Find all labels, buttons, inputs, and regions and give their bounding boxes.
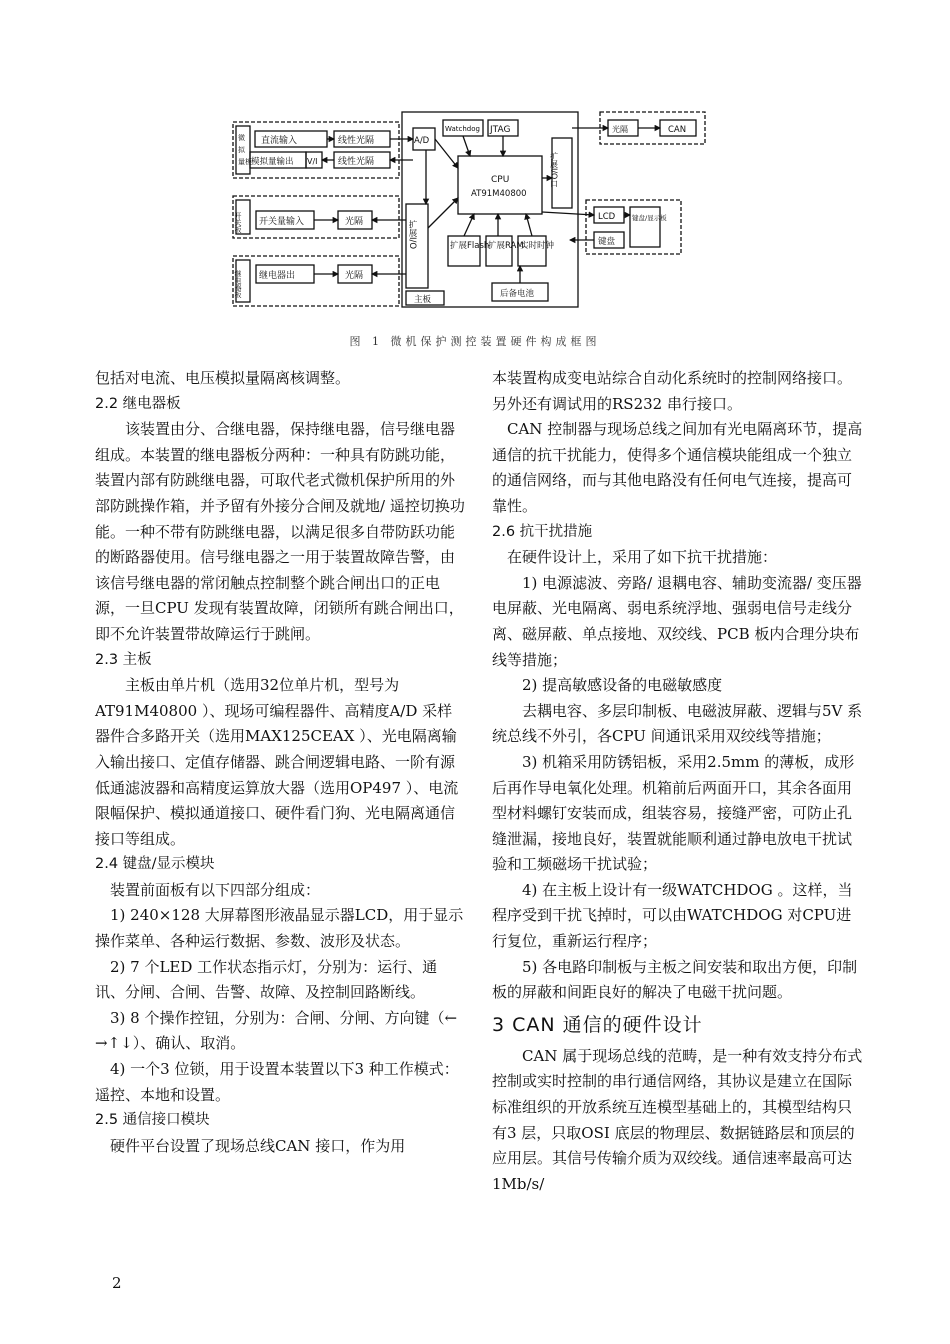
paragraph: 硬件平台设置了现场总线CAN 接口，作为用 — [110, 1136, 406, 1155]
list-item: 3) 8 个操作控钮，分别为：合闸、分闸、方向键（← →↑↓）、确认、取消。 — [95, 1008, 458, 1053]
analog-board-label: 微 — [238, 134, 245, 142]
cpu-model-label: AT91M40800 — [471, 189, 527, 199]
left-column — [95, 366, 467, 1159]
svg-text:扩展I/O: 扩展I/O — [407, 220, 417, 250]
svg-text:实时时钟: 实时时钟 — [520, 241, 555, 251]
section-heading-2-6: 2.6 抗干扰措施 — [492, 523, 593, 540]
paragraph: CAN 控制器与现场总线之间加有光电隔离环节，提高通信的抗干扰能力，使得多个通信模块能组成一个独立的通信网络，而与其他电路没有任何电气连接，提高可靠性。 — [492, 420, 863, 515]
svg-text:键盘: 键盘 — [598, 237, 616, 247]
svg-text:线性光隔: 线性光隔 — [338, 136, 375, 146]
switch-board-frame — [233, 196, 399, 238]
paragraph: 包括对电流、电压模拟量隔离核调整。 — [95, 369, 351, 387]
svg-text:键盘/显示板: 键盘/显示板 — [632, 214, 667, 222]
dc-input-label: 直流输入 — [261, 136, 298, 146]
paragraph: CAN 属于现场总线的范畴，是一种有效支持分布式控制或实时控制的串行通信网络，其协议是建立在国际标准组织的开放系统互连模型基础上的，其模型结构只有3 层，只取OSI 底层的物理层、数据链路层和顶层的应用层。其信号传输介质为双绞线。通信速率最高可达1Mb/s/ — [492, 1046, 863, 1193]
svg-text:后备电池: 后备电池 — [500, 289, 535, 299]
svg-text:拟: 拟 — [238, 146, 245, 154]
section-heading-2-4: 2.4 键盘/显示模块 — [95, 856, 215, 873]
list-item: 5) 各电路印制板与主板之间安装和取出方便，印制板的屏蔽和间距良好的解决了电磁干扰问题。 — [492, 957, 858, 1002]
svg-text:继电器出: 继电器出 — [259, 271, 296, 281]
paragraph: 该装置由分、合继电器，保持继电器，信号继电器组成。本装置的继电器板分两种：一种具有防跳功能，装置内部有防跳继电器，可取代老式微机保护所用的外部防跳操作箱，并予留有外接分合闸及就地/ 遥控切换功能。一种不带有防跳继电器，以满足很多自带防跃功能的断路器使用。信号继电器之一用于装置故障告警，由该信号继电器的常闭触点控制整个跳合闸出口的正电源，一旦CPU 发现有装置故障，闭锁所有跳合闸出口，即不允许装置带故障运行于跳闸。 — [95, 420, 465, 643]
right-column — [492, 366, 864, 1197]
svg-text:继电器板: 继电器板 — [234, 270, 242, 298]
paragraph: 本装置构成变电站综合自动化系统时的控制网络接口。另外还有调试用的RS232 串行接口。 — [492, 369, 853, 413]
ad-label: A/D — [414, 136, 430, 146]
svg-text:V/I: V/I — [307, 157, 318, 166]
hardware-block-diagram — [230, 108, 720, 313]
paragraph: 在硬件设计上，采用了如下抗干扰措施： — [507, 548, 778, 567]
figure-caption: 图 1 微机保护测控装置硬件构成框图 — [349, 335, 601, 348]
svg-text:模拟量输出: 模拟量输出 — [251, 157, 294, 167]
svg-text:量板: 量板 — [238, 158, 252, 166]
list-item: 2) 7 个LED 工作状态指示灯，分别为：运行、通讯、分闸、合闸、告警、故障、及控制回路断线。 — [95, 957, 438, 1002]
expand-io-right-label: 扩展I/O口 — [549, 152, 559, 188]
jtag-label: JTAG — [490, 125, 511, 135]
paragraph: 主板由单片机（选用32位单片机，型号为AT91M40800 ）、现场可编程器件、高精度A/D 采样器件合多路开关（选用MAX125CEAX ）、光电隔离输入输出接口、定值存储器、跳合闸逻辑电路、一阶有源低通滤波器和高精度运算放大器（选用OP497 ）、电流限幅保护、模拟通道接口、硬件看门狗、光电隔离通信接口等组成。 — [95, 676, 459, 848]
relay-board-frame — [233, 256, 399, 306]
page-number: 2 — [112, 1274, 122, 1292]
list-item: 2) 提高敏感设备的电磁敏感度 — [522, 676, 723, 695]
section-heading-2-5: 2.5 通信接口模块 — [95, 1112, 210, 1129]
list-item: 3) 机箱采用防锈铝板，采用2.5mm 的薄板，成形后再作导电氧化处理。机箱前后两面开口，其余各面用型材料螺钉安装而成，组装容易，接缝严密，可防止孔缝泄漏，接地良好，装置就能顺利通过静电放电干扰试验和工频磁场干扰试验； — [492, 752, 855, 874]
svg-text:线性光隔: 线性光隔 — [338, 157, 375, 167]
svg-text:光隔: 光隔 — [345, 217, 364, 227]
paragraph: 去耦电容、多层印制板、电磁波屏蔽、逻辑与5V 系统总线不外引，各CPU 间通讯采用双绞线等措施； — [492, 701, 863, 746]
list-item: 4) 一个3 位锁，用于设置本装置以下3 种工作模式：遥控、本地和设置。 — [95, 1060, 459, 1104]
list-item: 4) 在主板上设计有一级WATCHDOG 。这样，当程序受到干扰飞掉时，可以由WATCHDOG 对CPU进行复位，重新运行程序； — [492, 880, 853, 951]
cpu-label: CPU — [491, 175, 510, 185]
svg-text:LCD: LCD — [598, 212, 616, 222]
watchdog-label: Watchdog — [445, 125, 480, 133]
section-heading-2-2: 2.2 继电器板 — [95, 395, 181, 412]
svg-text:开关板: 开关板 — [234, 212, 242, 233]
list-item: 1) 电源滤波、旁路/ 退耦电容、辅助变流器/ 变压器电屏蔽、光电隔离、弱电系统浮地、强弱电信号走线分离、磁屏蔽、单点接地、双绞线、PCB 板内合理分块布线等措施； — [492, 573, 862, 669]
paragraph: 装置前面板有以下四部分组成： — [110, 880, 321, 899]
svg-text:主板: 主板 — [414, 295, 432, 305]
can-label: CAN — [668, 125, 687, 135]
section-heading-2-3: 2.3 主板 — [95, 651, 152, 668]
svg-text:扩展Flash: 扩展Flash — [450, 241, 490, 251]
list-item: 1) 240×128 大屏幕图形液晶显示器LCD，用于显示操作菜单、各种运行数据、参数、波形及状态。 — [95, 906, 464, 951]
section-heading-3: 3 CAN 通信的硬件设计 — [492, 1013, 703, 1036]
svg-text:开关量输入: 开关量输入 — [259, 217, 305, 227]
svg-text:扩展RAM: 扩展RAM — [488, 241, 524, 251]
svg-text:光隔: 光隔 — [345, 271, 364, 281]
svg-text:光隔: 光隔 — [612, 125, 628, 134]
